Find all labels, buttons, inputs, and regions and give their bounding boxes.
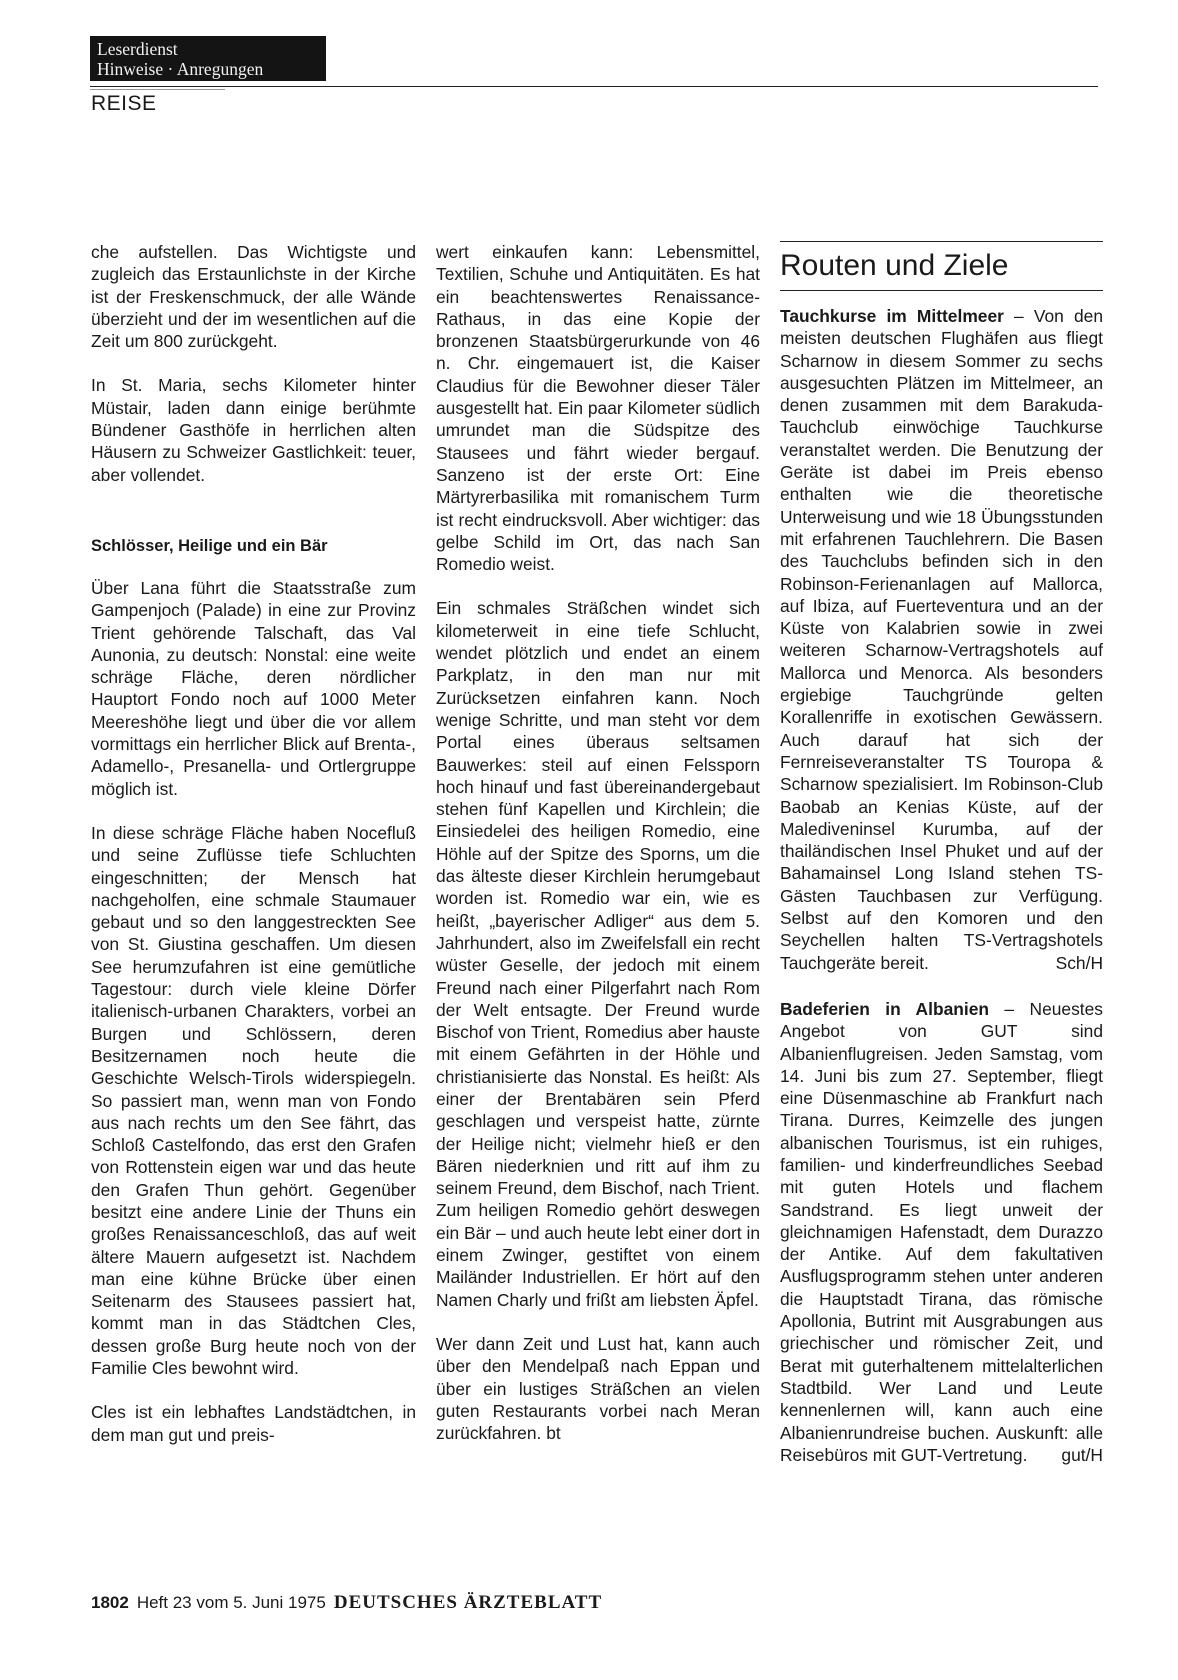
news-item-lead: Badeferien in Albanien	[780, 998, 989, 1019]
sidebar-column	[780, 241, 1103, 1488]
issue-info: Heft 23 vom 5. Juni 1975	[136, 1593, 326, 1612]
news-item-signature: Sch/H	[1055, 952, 1103, 973]
header-subrule	[90, 89, 225, 90]
magazine-name: DEUTSCHES ÄRZTEBLATT	[333, 1592, 603, 1613]
news-item-text: – Neuestes Angebot von GUT sind Albanienflugreisen. Jeden Samstag, vom 14. Juni bis zum 27. September, fliegt eine Düsenmaschine ab Frankfurt nach Tirana. Durres, Keimzelle des jungen albanischen Tourismus, ist ein ruhiges, familien- und kinderfreundliches Seebad mit guten Hotels und flachem Sandstrand. Es liegt unweit der gleichnamigen Hafenstadt, dem Durazzo der Antike. Auf dem fakultativen Ausflugsprogramm stehen unter anderen die Hauptstadt Tirana, das römische Apollonia, Butrint mit Ausgrabungen aus griechischer und römischer Zeit, und Berat mit guterhaltenem mittelalterlichen Stadtbild. Wer Land und Leute kennenlernen will, kann auch eine Albanienrundreise buchen. Auskunft: alle Reisebüros mit GUT-Vertretung.	[780, 998, 1103, 1465]
news-item	[780, 996, 1103, 1466]
news-item-lead: Tauchkurse im Mittelmeer	[780, 306, 1004, 326]
paragraph: In diese schräge Fläche haben Nocefluß und seine Zuflüsse tiefe Schluchten eingeschnitten; der Mensch hat nachgeholfen, eine schmale Staumauer gebaut und so den langgestreckten See von St. Giustina geschaffen. Um diesen See herumzufahren ist eine gemütliche Tagestour: durch viele kleine Dörfer italienisch-urbanen Charakters, vorbei an Burgen und Schlössern, deren Besitzernamen noch heute die Geschichte Welsch-Tirols widerspiegeln. So passiert man, wenn man von Fondo aus nach rechts um den See fährt, das Schloß Castelfondo, das erst den Grafen von Rottenstein eigen war und das heute den Grafen Thun gehört. Gegenüber besitzt eine andere Linie der Thuns ein großes Renaissanceschloß, das auf weit ältere Mauern aufgesetzt ist. Nachdem man eine kühne Brücke über einen Seitenarm des Stausees passiert hat, kommt man in das Städtchen Cles, dessen große Burg heute noch von der Familie Cles bewohnt wird.	[91, 822, 416, 1379]
news-item	[780, 305, 1103, 974]
paragraph: Ein schmales Sträßchen windet sich kilometerweit in eine tiefe Schlucht, wendet plötzlich und endet an einem Parkplatz, in den man nur mit Zurücksetzen einfahren kann. Noch wenige Schritte, und man steht vor dem Portal eines überaus seltsamen Bauwerkes: steil auf einen Felssporn hoch hinauf und fast übereinandergebaut stehen fünf Kapellen und Kirchlein; die Einsiedelei des heiligen Romedio, eine Höhle auf der Spitze des Sporns, um die das älteste dieser Kirchlein herumgebaut worden ist. Romedio war ein, wie es heißt, „bayerischer Adliger“ aus dem 5. Jahrhundert, also im Zweifelsfall ein recht wüster Geselle, der jedoch mit einem Freund nach einer Pilgerfahrt nach Rom der Welt entsagte. Der Freund wurde Bischof von Trient, Romedius aber hauste mit einem Gefährten in der Höhle und christianisierte das Nonstal. Es heißt: Als einer der Brentabären sein Pferd geschlagen und verspeist hatte, zürnte der Heilige nicht; vielmehr hieß er den Bären niederknien und ritt auf ihm zu seinem Freund, dem Bischof, nach Trient. Zum heiligen Romedio gehört deswegen ein Bär – und auch heute lebt einer dort in einem Zwinger, gestiftet von einem Mailänder Industriellen. Er hört auf den Namen Charly und frißt am liebsten Äpfel.	[436, 598, 760, 1310]
header-box-line2: Hinweise · Anregungen	[97, 59, 264, 79]
page-footer	[91, 1592, 602, 1614]
section-header-box	[90, 36, 326, 81]
news-item-signature: gut/H	[1061, 1444, 1103, 1465]
paragraph: Cles ist ein lebhaftes Landstädtchen, in dem man gut und preis-	[91, 1402, 416, 1445]
article-column-1	[91, 241, 416, 1468]
paragraph: che aufstellen. Das Wichtigste und zugleich das Erstaunlichste in der Kirche ist der Freskenschmuck, der alle Wände überzieht und der im wesentlichen auf die Zeit um 800 zurückgeht.	[91, 242, 416, 352]
article-column-2	[436, 241, 760, 1466]
header-rule	[90, 86, 1098, 87]
news-item-text: – Von den meisten deutschen Flughäfen aus fliegt Scharnow in diesem Sommer zu sechs ausgesuchten Plätzen im Mittelmeer, an denen zusammen mit dem Barakuda-Tauchclub einwöchige Tauchkurse veranstaltet werden. Die Benutzung der Geräte ist dabei im Preis ebenso enthalten wie die theoretische Unterweisung und wie 18 Übungsstunden mit erfahrenen Tauchlehrern. Die Basen des Tauchclubs befinden sich in den Robinson-Ferienanlagen auf Mallorca, auf Ibiza, auf Fuerteventura und an der Küste von Kalabrien sowie in zwei weiteren Scharnow-Vertragshotels auf Mallorca und Menorca. Als besonders ergiebige Tauchgründe gelten Korallenriffe in exotischen Gewässern. Auch darauf hat sich der Fernreiseveranstalter TS Touropa & Scharnow spezialisiert. Im Robinson-Club Baobab an Kenias Küste, auf der Malediveninsel Kurumba, auf der thailändischen Insel Phuket und auf der Bahamainsel Long Island stehen TS-Gästen Tauchbasen zur Verfügung. Selbst auf den Komoren und den Seychellen halten TS-Vertragshotels Tauchgeräte bereit.	[780, 306, 1103, 973]
subheading: Schlösser, Heilige und ein Bär	[91, 536, 328, 555]
header-box-line1: Leserdienst	[97, 39, 178, 59]
sidebar-top-rule	[780, 241, 1103, 242]
paragraph: Über Lana führt die Staatsstraße zum Gampenjoch (Palade) in eine zur Provinz Trient gehörende Talschaft, das Val Aunonia, zu deutsch: Nonstal: eine weite schräge Fläche, deren nördlicher Hauptort Fondo noch auf 1000 Meter Meereshöhe liegt und über die vor allem vormittags ein herrlicher Blick auf Brenta-, Adamello-, Presanella- und Ortlergruppe möglich ist.	[91, 577, 416, 799]
paragraph: In St. Maria, sechs Kilometer hinter Müstair, laden dann einige berühmte Bündener Gasthöfe in herrlichen alten Häusern zu Schweizer Gastlichkeit: teuer, aber vollendet.	[91, 375, 416, 485]
section-label: REISE	[91, 92, 157, 115]
paragraph: wert einkaufen kann: Lebensmittel, Textilien, Schuhe und Antiquitäten. Es hat ein beachtenswertes Renaissance-Rathaus, in das eine Kopie der bronzenen Staatsbürgerurkunde von 46 n. Chr. eingemauert ist, die Kaiser Claudius für die Bewohner dieser Täler ausgestellt hat. Ein paar Kilometer südlich umrundet man die Südspitze des Stausees und fährt wieder bergauf. Sanzeno ist der erste Ort: Eine Märtyrerbasilika mit romanischem Turm ist recht eindrucksvoll. Aber wichtiger: das gelbe Schild im Ort, das nach San Romedio weist.	[436, 242, 760, 575]
sidebar-title: Routen und Ziele	[780, 248, 1103, 291]
page-number: 1802	[91, 1593, 129, 1612]
paragraph: Wer dann Zeit und Lust hat, kann auch über den Mendelpaß nach Eppan und über ein lustiges Sträßchen an vielen guten Restaurants vorbei nach Meran zurückfahren. bt	[436, 1333, 760, 1444]
